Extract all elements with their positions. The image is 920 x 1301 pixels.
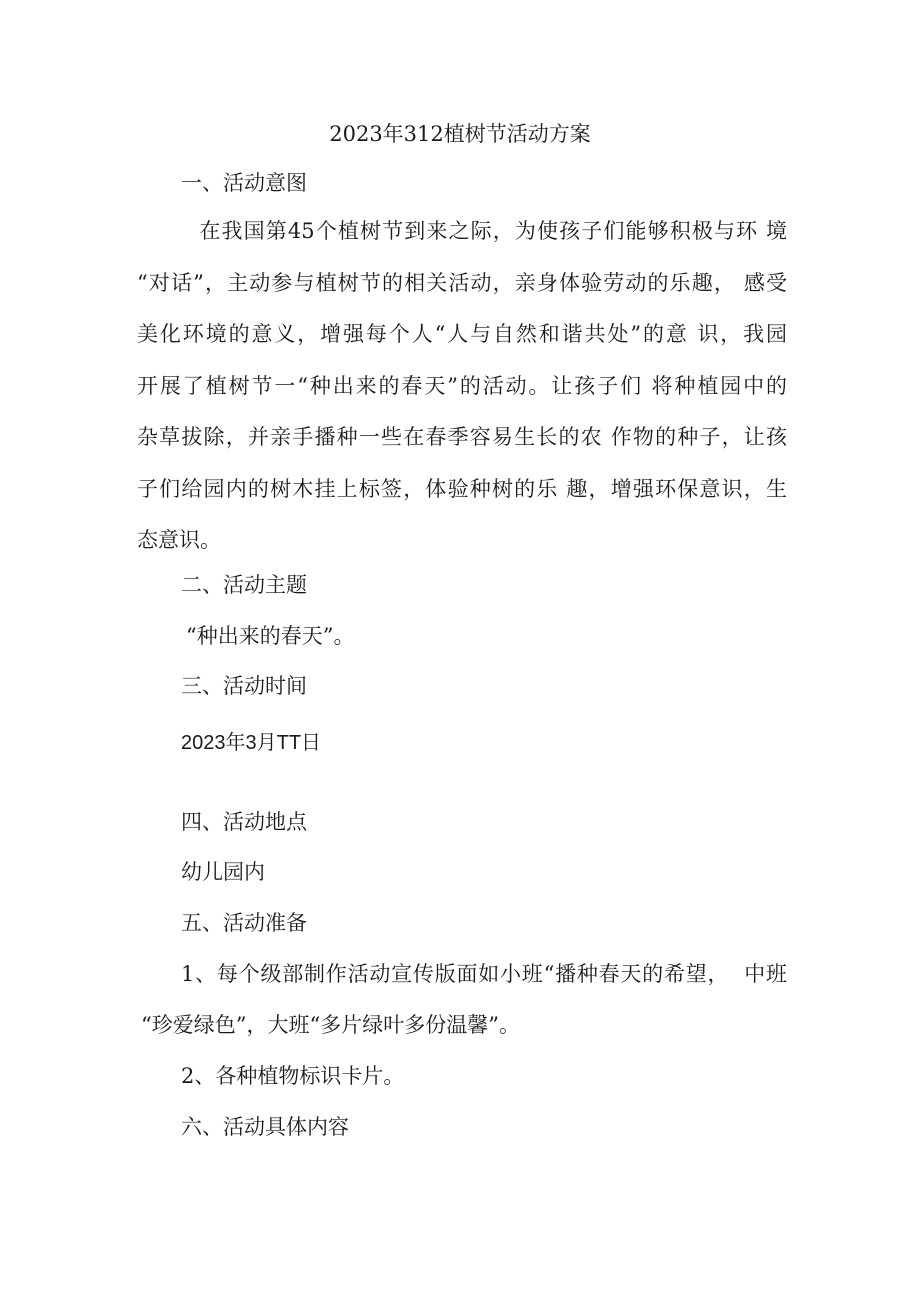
section-heading-content: 六、活动具体内容 xyxy=(181,1115,349,1139)
paragraph-line: 开展了植树节一“种出来的春天”的活动。让孩子们 将种植园中的 xyxy=(137,373,787,398)
section-heading-purpose: 一、活动意图 xyxy=(181,171,307,195)
paragraph-line: 态意识。 xyxy=(137,528,221,552)
section-paragraph-purpose xyxy=(137,206,787,567)
section-heading-time: 三、活动时间 xyxy=(181,674,307,698)
section-heading-theme: 二、活动主题 xyxy=(181,573,307,597)
section-heading-preparation: 五、活动准备 xyxy=(181,911,307,935)
document-title: 2023年312植树节活动方案 xyxy=(329,122,591,146)
paragraph-line: 子们给园内的树木挂上标签，体验种树的乐 趣，增强环保意识，生 xyxy=(137,476,787,501)
paragraph-line: 在我国第45个植树节到来之际，为使孩子们能够积极与环 境 xyxy=(137,219,787,243)
section-body-theme: “种出来的春天”。 xyxy=(186,624,355,648)
section-body-location: 幼儿园内 xyxy=(181,860,265,884)
paragraph-line: 杂草拔除，并亲手播种一些在春季容易生长的农 作物的种子，让孩 xyxy=(137,425,787,449)
preparation-item-1-line-1: 1、每个级部制作活动宣传版面如小班“播种春天的希望， 中班 xyxy=(181,962,787,986)
section-heading-location: 四、活动地点 xyxy=(181,810,307,834)
section-body-time: 2023年3月TT日 xyxy=(181,732,322,754)
preparation-item-1-line-2: “珍爱绿色”，大班“多片绿叶多份温馨”。 xyxy=(141,1013,520,1037)
paragraph-line: “对话”，主动参与植树节的相关活动，亲身体验劳动的乐趣， 感受 xyxy=(137,270,787,295)
paragraph-line: 美化环境的意义，增强每个人“人与自然和谐共处”的意 识，我园 xyxy=(137,322,787,346)
preparation-item-2: 2、各种植物标识卡片。 xyxy=(181,1064,405,1088)
